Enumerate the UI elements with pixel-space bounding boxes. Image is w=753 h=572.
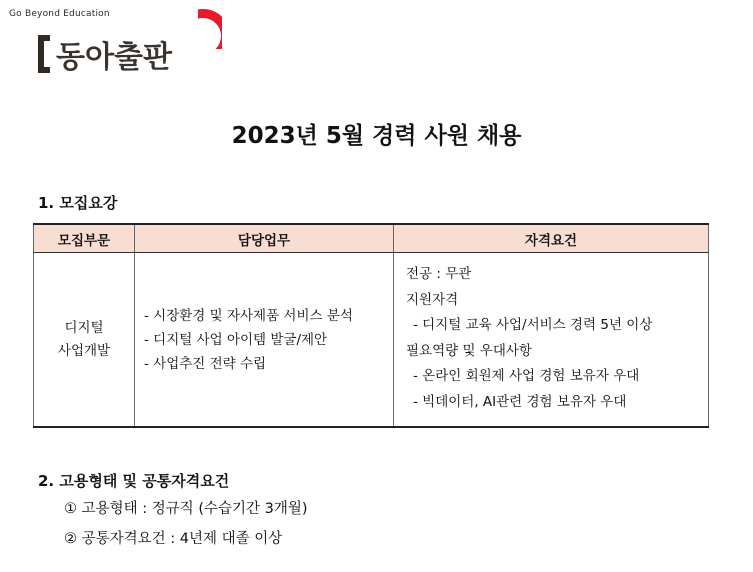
qualification-line: - 빅데이터, AI관련 경험 보유자 우대 — [413, 393, 627, 410]
qualification-line: - 온라인 회원제 사업 경험 보유자 우대 — [413, 368, 640, 384]
logo-wordmark: 동아출판 — [56, 40, 172, 75]
page-title: 2023년 5월 경력 사원 채용 — [231, 123, 522, 149]
department-line: 사업개발 — [57, 342, 111, 359]
duties-cell — [135, 253, 394, 428]
table-header-row — [34, 224, 709, 253]
recruitment-table — [33, 223, 709, 428]
header-department: 모집부문 — [34, 224, 135, 253]
department-line: 디지털 — [64, 319, 104, 336]
qualification-line: 필요역량 및 우대사항 — [406, 342, 532, 359]
department-cell — [34, 253, 135, 428]
duty-item: - 시장환경 및 자사제품 서비스 분석 — [144, 307, 353, 324]
logo-tagline: Go Beyond Education — [9, 9, 110, 19]
section-1-heading: 1. 모집요강 — [38, 194, 118, 212]
logo-red-arc-mark — [198, 9, 222, 49]
duty-item: - 디지털 사업 아이템 발굴/제안 — [144, 331, 328, 348]
list-item: ① 고용형태 : 정규직 (수습기간 3개월) — [64, 501, 308, 517]
qualification-line: 전공 : 무관 — [406, 266, 472, 282]
qualification-line: 지원자격 — [406, 291, 459, 308]
qualification-line: - 디지털 교육 사업/서비스 경력 5년 이상 — [413, 317, 653, 333]
table-row — [34, 253, 709, 428]
header-duties: 담당업무 — [135, 224, 394, 253]
company-logo — [9, 7, 229, 87]
list-item: ② 공통자격요건 : 4년제 대졸 이상 — [64, 531, 283, 547]
duty-item: - 사업추진 전략 수립 — [144, 355, 267, 372]
logo-bracket-mark — [38, 35, 50, 73]
qualifications-cell — [394, 253, 709, 428]
header-qualifications: 자격요건 — [394, 224, 709, 253]
section-2-heading: 2. 고용형태 및 공통자격요건 — [38, 472, 230, 490]
